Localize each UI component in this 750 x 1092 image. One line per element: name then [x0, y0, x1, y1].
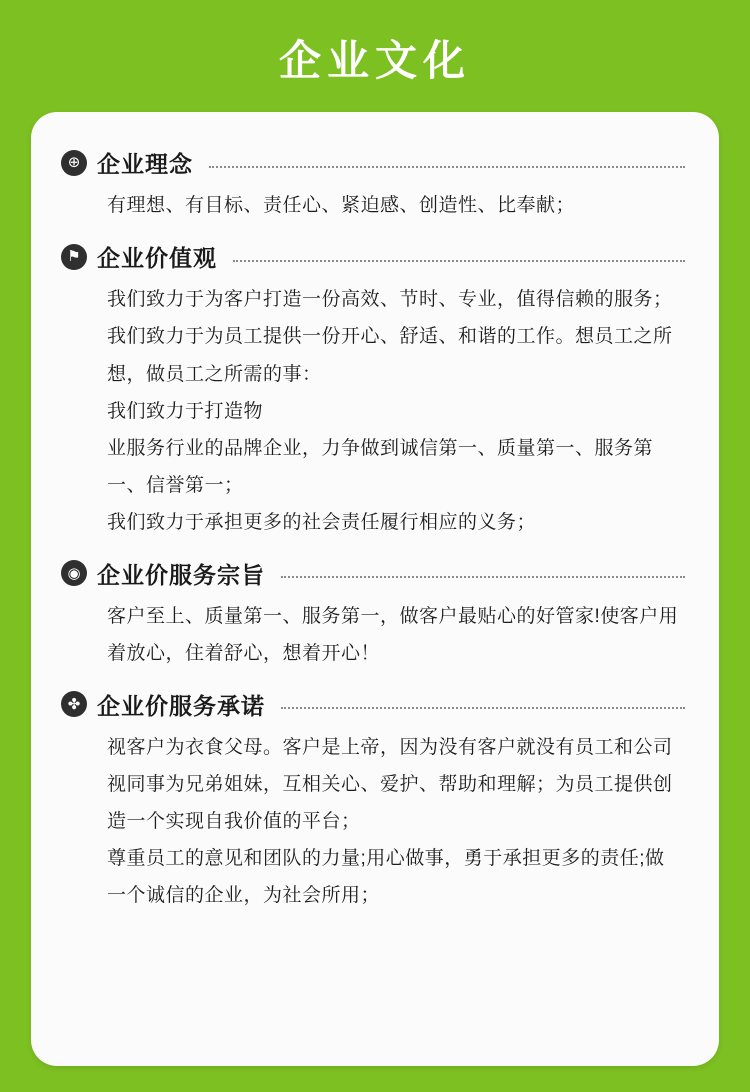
section-header — [61, 557, 689, 590]
section-body — [61, 598, 689, 672]
section-corporate-philosophy — [61, 146, 689, 224]
section-paragraph: 业服务行业的品牌企业，力争做到诚信第一、质量第一、服务第一、信誉第一； — [107, 437, 654, 496]
section-title: 企业价值观 — [97, 245, 217, 272]
section-title: 企业价服务宗旨 — [97, 561, 265, 588]
section-title: 企业价服务承诺 — [97, 692, 265, 719]
section-body — [61, 187, 689, 224]
section-paragraph: 尊重员工的意见和团队的力量;用心做事，勇于承担更多的责任;做一个诚信的企业，为社会所用； — [107, 848, 665, 907]
section-service-commitment — [61, 688, 689, 914]
section-corporate-values — [61, 240, 689, 540]
section-service-purpose — [61, 557, 689, 672]
section-paragraph: 有理想、有目标、责任心、紧迫感、创造性、比奉献； — [107, 195, 576, 217]
section-paragraph: 我们致力于打造物 — [107, 400, 264, 422]
section-paragraph: 我们致力于为客户打造一份高效、节时、专业，值得信赖的服务； — [107, 289, 673, 311]
handshake-icon: ✤ — [61, 691, 87, 717]
section-header — [61, 240, 689, 273]
flag-icon: ⚑ — [61, 244, 87, 270]
dotted-divider — [233, 260, 685, 262]
globe-icon: ⊕ — [61, 150, 87, 176]
content-card — [31, 112, 719, 1066]
section-body — [61, 281, 689, 540]
target-icon: ◉ — [61, 560, 87, 586]
section-paragraph: 视客户为衣食父母。客户是上帝，因为没有客户就没有员工和公司视同事为兄弟姐妹，互相关心、爱护、帮助和理解；为员工提供创造一个实现自我价值的平台； — [107, 736, 673, 832]
section-title: 企业理念 — [97, 151, 193, 178]
page-title: 企业文化 — [278, 37, 471, 84]
section-header — [61, 146, 689, 179]
dotted-divider — [209, 166, 685, 168]
dotted-divider — [281, 576, 685, 578]
section-paragraph: 我们致力于承担更多的社会责任履行相应的义务； — [107, 511, 537, 533]
section-paragraph: 客户至上、质量第一、服务第一，做客户最贴心的好管家!使客户用着放心，住着舒心，想着开心！ — [107, 605, 679, 664]
section-body — [61, 729, 689, 914]
dotted-divider — [281, 707, 685, 709]
section-paragraph: 我们致力于为员工提供一份开心、舒适、和谐的工作。想员工之所想，做员工之所需的事： — [107, 326, 673, 385]
section-header — [61, 688, 689, 721]
